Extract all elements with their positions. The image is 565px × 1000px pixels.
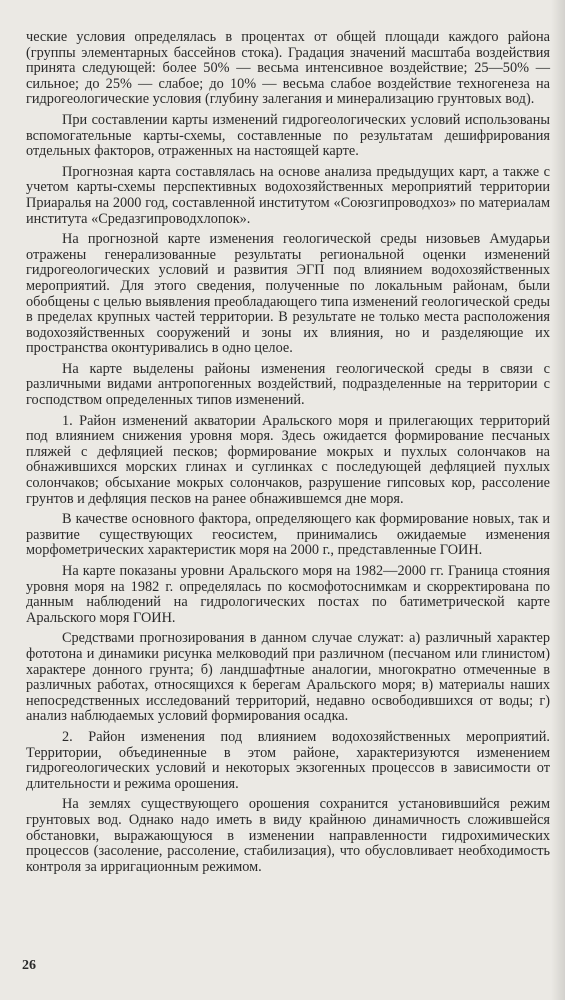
paragraph-2: При составлении карты изменений гидрогеологических условий использованы вспомогательные карты-схемы, составленные по результатам дешифрирования отдельных факторов, отраженных на настоящей карте.: [26, 111, 550, 160]
paragraph-1: ческие условия определялась в процентах от общей площади каждого района (группы элементарных бассейнов стока). Градация значений масштаба воздействия принята следующей: более 50% — весьма интенсивное воздействие; 25—50% — сильное; до 25% — слабое; до 10% — весьма слабое воздействие техногенеза на гидрогеологические условия (глубину залегания и минерализацию грунтовых вод).: [26, 29, 550, 108]
page-edge-shadow: [551, 0, 565, 1000]
page-number: 26: [22, 958, 36, 973]
body-text: [26, 30, 550, 880]
paragraph-9: Средствами прогнозирования в данном случае служат: а) различный характер фототона и динамики рисунка мелководий при различном (песчаном или глинистом) характере донного грунта; б) ландшафтные аналогии, многократно отмеченные в различных работах, относящихся к берегам Аральского моря; в) материалы наших непосредственных исследований территорий, недавно освободившихся от воды; г) анализ наблюдаемых условий формирования осадка.: [26, 630, 550, 725]
paragraph-6: 1. Район изменений акватории Аральского моря и прилегающих территорий под влиянием снижения уровня моря. Здесь ожидается формирование песчаных пляжей с дефляцией песков; формирование мокрых и пухлых солончаков на обнажившихся морских глинах и суглинках с последующей дефляцией пухлых солончаков; обсыхание мокрых солончаков, разрушение гипсовых кор, рассоление грунтов и дефляция песков на ранее обнажившемся дне моря.: [26, 412, 550, 507]
paragraph-7: В качестве основного фактора, определяющего как формирование новых, так и развитие существующих геосистем, принимались ожидаемые изменения морфометрических характеристик моря на 2000 г., представленные ГОИН.: [26, 511, 550, 559]
paragraph-8: На карте показаны уровни Аральского моря на 1982—2000 гг. Граница стояния уровня моря на 1982 г. определялась по космофотоснимкам и скорректирована по данным наблюдений на гидрологических постах по батиметрической карте Аральского моря ГОИН.: [26, 563, 550, 626]
paragraph-10: 2. Район изменения под влиянием водохозяйственных мероприятий. Территории, объединенные в этом районе, характеризуются изменением гидрогеологических условий и некоторых экзогенных процессов в зависимости от длительности и режима орошения.: [26, 728, 550, 792]
paragraph-3: Прогнозная карта составлялась на основе анализа предыдущих карт, а также с учетом карты-схемы перспективных водохозяйственных мероприятий территории Приаралья на 2000 год, составленной институтом «Союзгипроводхоз» по материалам института «Средазгипроводхлопок».: [26, 163, 550, 227]
paragraph-11: На землях существующего орошения сохранится установившийся режим грунтовых вод. Однако надо иметь в виду крайнюю динамичность сложившейся обстановки, выражающуюся в изменении направленности гидрохимических процессов (засоление, рассоление, стабилизация), что обусловливает необходимость контроля за ирригационным режимом.: [26, 796, 550, 875]
paragraph-4: На прогнозной карте изменения геологической среды низовьев Амударьи отражены генерализованные результаты региональной оценки изменений гидрогеологических условий и развития ЭГП под влиянием водохозяйственных мероприятий. Для этого сведения, полученные по локальным районам, были обобщены с целью выявления преобладающего типа изменений геологической среды в пределах крупных частей территории. В результате не только места расположения водохозяйственных сооружений и зоны их влияния, но и разделяющие их пространства оконтуривались в одно целое.: [26, 231, 550, 357]
paragraph-5: На карте выделены районы изменения геологической среды в связи с различными видами антропогенных воздействий, подразделенные на территории с господством определенных типов изменений.: [26, 360, 550, 409]
